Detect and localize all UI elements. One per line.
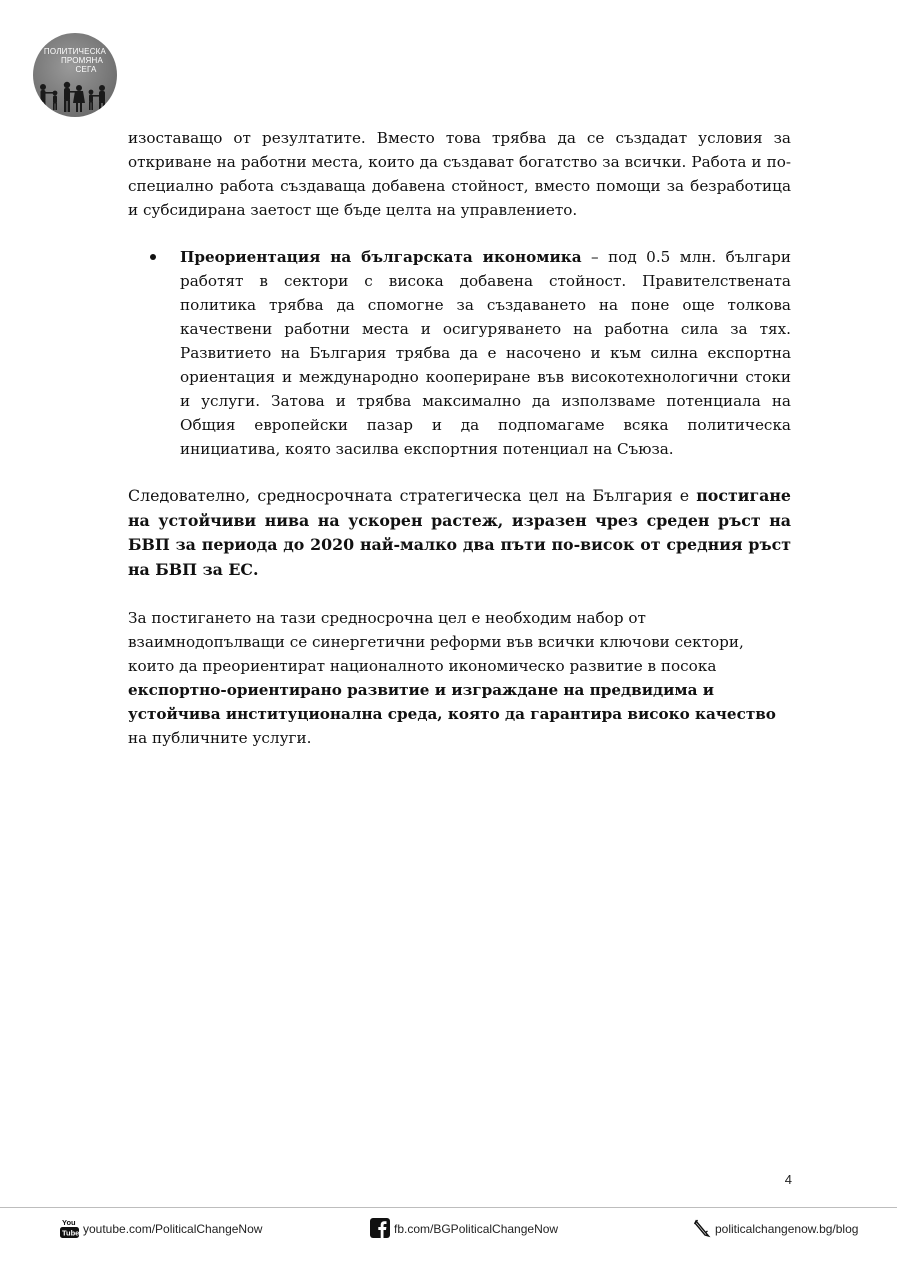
facebook-link-text[interactable]: fb.com/BGPoliticalChangeNow <box>394 1222 559 1236</box>
blog-link-text[interactable]: politicalchangenow.bg/blog <box>715 1222 859 1236</box>
final-text: За постигането на тази средносрочна цел е необходим набор от взаимнодопълващи се синергетични реформи във всички ключови сектори, които да преориентират националното икономическо развитие в посока <box>128 609 744 675</box>
logo-text <box>33 47 117 74</box>
page-number: 4 <box>784 1172 792 1187</box>
summary-text: Следователно, средносрочната стратегическа цел на България е <box>128 486 697 505</box>
final-bold: експортно-ориентирано развитие и изграждане на предвидима и устойчива институционална среда, която да гарантира високо качество <box>128 681 776 723</box>
facebook-icon <box>370 1218 390 1241</box>
logo-line-1: ПОЛИТИЧЕСКА <box>43 47 107 56</box>
svg-text:You: You <box>62 1217 76 1227</box>
paragraph-continuation: изоставащо от резултатите. Вместо това трябва да се създадат условия за откриване на работни места, които да създават богатство за всички. Работа и по-специално работа създаваща добавена стойност, вместо помощи за безработица и субсидирана заетост ще бъде целта на управлението. <box>128 129 791 219</box>
summary-paragraph <box>128 484 791 582</box>
youtube-link-text[interactable]: youtube.com/PoliticalChangeNow <box>83 1222 263 1236</box>
footer-blog-link[interactable] <box>693 1218 858 1240</box>
footer-facebook-link[interactable] <box>370 1218 558 1240</box>
final-tail: на публичните услуги. <box>128 729 312 747</box>
bullet-item-economy <box>180 245 791 461</box>
youtube-icon <box>60 1217 79 1242</box>
pencil-icon <box>693 1218 711 1241</box>
logo-line-2: ПРОМЯНА <box>60 56 104 65</box>
bullet-heading: Преориентация на българската икономика <box>180 248 582 266</box>
family-silhouette <box>33 33 117 117</box>
final-paragraph <box>128 606 791 750</box>
bullet-icon <box>150 254 156 260</box>
organization-logo <box>33 33 117 117</box>
footer-divider <box>0 1207 897 1208</box>
logo-line-3: СЕГА <box>75 65 97 74</box>
summary-bold: постигане на устойчиви нива на ускорен растеж, изразен чрез среден ръст на БВП за периода до 2020 най-малко два пъти по-висок от средния ръст на БВП за ЕС. <box>128 486 791 579</box>
bullet-text: – под 0.5 млн. българи работят в сектори с висока добавена стойност. Правителствената политика трябва да спомогне за създаването на поне още толкова качествени работни места и осигуряването на работна сила за тях. Развитието на България трябва да е насочено и към силна експортна ориентация и международно коопериране във високотехнологични стоки и услуги. Затова и трябва максимално да използваме потенциала на Общия европейски пазар и да подпомагаме всяка политическа инициатива, която засилва експортния потенциал на Съюза. <box>180 248 791 458</box>
svg-text:Tube: Tube <box>62 1228 79 1237</box>
document-body <box>128 126 791 750</box>
footer-youtube-link[interactable] <box>60 1218 262 1240</box>
